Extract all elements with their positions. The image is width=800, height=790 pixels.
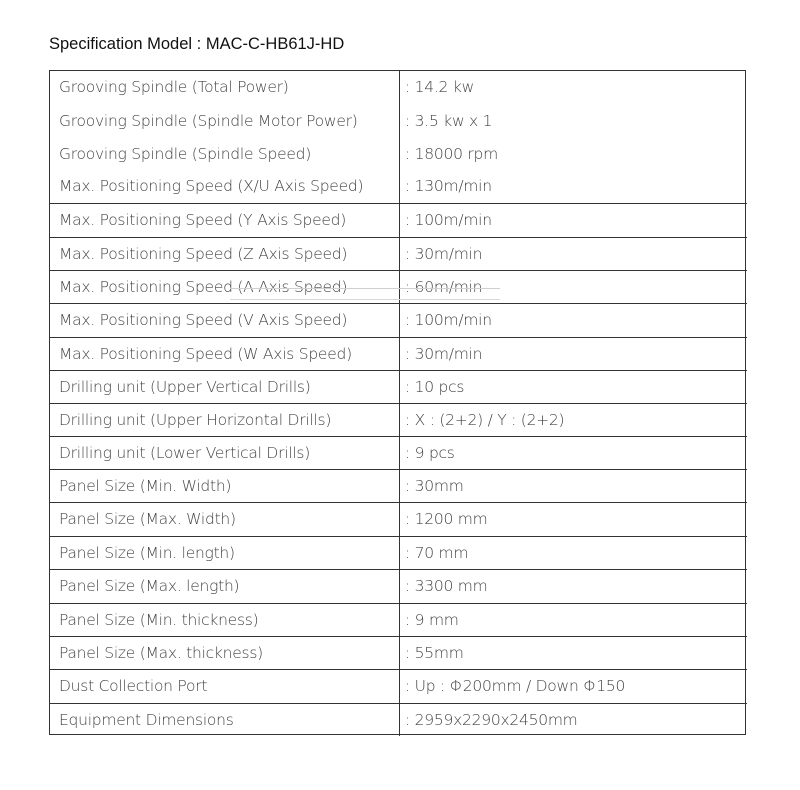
spec-value: : X : (2+2) / Y : (2+2): [400, 403, 748, 436]
spec-label: Max. Positioning Speed (Y Axis Speed): [50, 203, 400, 237]
spec-label: Dust Collection Port: [50, 669, 400, 703]
spec-label: Panel Size (Min. thickness): [50, 603, 400, 636]
spec-label: Grooving Spindle (Spindle Motor Power): [50, 104, 400, 137]
table-row: [50, 70, 747, 104]
table-row: [50, 270, 747, 303]
spec-value: : 1200 mm: [400, 502, 748, 536]
table-row: [50, 203, 747, 237]
spec-label: Panel Size (Min. Width): [50, 469, 400, 502]
spec-value: : 30m/min: [400, 237, 748, 270]
page-title: Specification Model : MAC-C-HB61J-HD: [49, 35, 345, 53]
spec-value: : 14.2 kw: [405, 78, 474, 96]
spec-value: : 3300 mm: [400, 569, 748, 603]
spec-value: : 100m/min: [400, 203, 748, 237]
table-row: [50, 370, 747, 403]
table-row: [50, 502, 747, 536]
table-row: [50, 436, 747, 469]
spec-value: : 100m/min: [400, 303, 748, 337]
spec-label: Drilling unit (Upper Vertical Drills): [50, 370, 400, 403]
table-row: [50, 303, 747, 337]
spec-value: : 10 pcs: [400, 370, 748, 403]
spec-label: Grooving Spindle (Spindle Speed): [50, 137, 400, 170]
spec-label: Panel Size (Max. Width): [50, 502, 400, 536]
spec-label: Drilling unit (Upper Horizontal Drills): [50, 403, 400, 436]
spec-label: Max. Positioning Speed (V Axis Speed): [50, 303, 400, 337]
spec-value: : 55mm: [400, 636, 748, 669]
spec-label: Panel Size (Max. thickness): [50, 636, 400, 669]
spec-label: Max. Positioning Speed (A Axis Speed): [50, 270, 400, 303]
spec-value: : 60m/min: [400, 270, 748, 303]
table-row: [50, 669, 747, 703]
spec-label: Equipment Dimensions: [50, 703, 400, 736]
table-row: [50, 536, 747, 569]
spec-label: Panel Size (Max. length): [50, 569, 400, 603]
spec-value: : 18000 rpm: [405, 144, 498, 163]
spec-table: [50, 70, 747, 736]
spec-value: : 30mm: [400, 469, 748, 502]
spec-value: : 9 mm: [400, 603, 748, 636]
table-row: [50, 337, 747, 370]
table-row: [50, 170, 747, 203]
table-row: [50, 137, 747, 170]
table-row: [50, 603, 747, 636]
table-row: [50, 104, 747, 137]
spec-label: Max. Positioning Speed (W Axis Speed): [50, 337, 400, 370]
spec-label: Max. Positioning Speed (X/U Axis Speed): [50, 170, 400, 203]
table-row: [50, 403, 747, 436]
spec-value: : 30m/min: [400, 337, 748, 370]
table-row: [50, 237, 747, 270]
table-row: [50, 636, 747, 669]
table-row: [50, 469, 747, 502]
spec-value: : 130m/min: [405, 177, 492, 196]
table-row: [50, 569, 747, 603]
spec-label: Grooving Spindle (Total Power): [50, 70, 400, 104]
spec-label: Panel Size (Min. length): [50, 536, 400, 569]
spec-label: Drilling unit (Lower Vertical Drills): [50, 436, 400, 469]
table-row: [50, 703, 747, 736]
spec-value: : 2959x2290x2450mm: [400, 703, 748, 736]
spec-value: : 70 mm: [400, 536, 748, 569]
spec-label: Max. Positioning Speed (Z Axis Speed): [50, 237, 400, 270]
spec-value: : Up : Φ200mm / Down Φ150: [400, 669, 748, 703]
spec-value: : 9 pcs: [400, 436, 748, 469]
spec-value: : 3.5 kw x 1: [405, 111, 493, 130]
